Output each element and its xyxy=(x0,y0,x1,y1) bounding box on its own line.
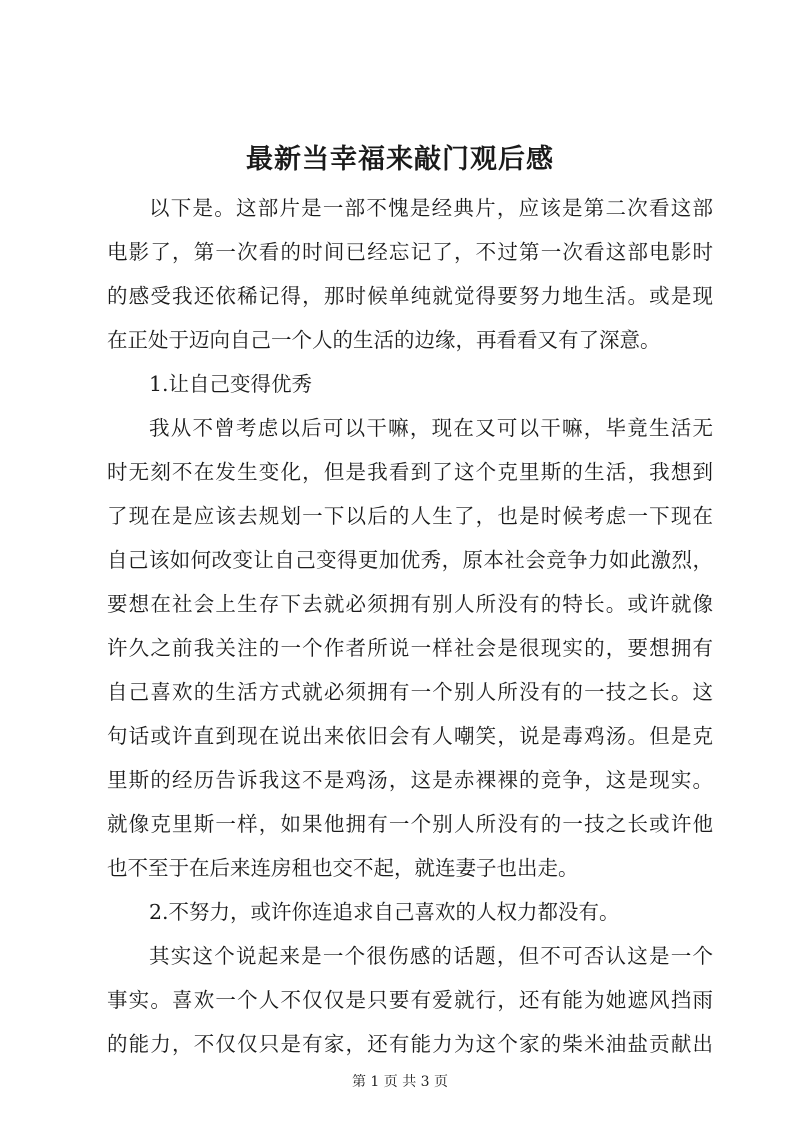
page-number-footer: 第 1 页 共 3 页 xyxy=(351,1074,449,1090)
text-line: 句话或许直到现在说出来依旧会有人嘲笑，说是毒鸡汤。但是克 xyxy=(107,724,713,748)
text-line: 自己喜欢的生活方式就必须拥有一个别人所没有的一技之长。这 xyxy=(107,680,713,704)
text-line: 许久之前我关注的一个作者所说一样社会是很现实的，要想拥有 xyxy=(107,636,713,660)
text-line: 了现在是应该去规划一下以后的人生了，也是时候考虑一下现在 xyxy=(107,504,713,528)
text-line: 以下是。这部片是一部不愧是经典片，应该是第二次看这部 xyxy=(149,196,713,220)
text-line: 也不至于在后来连房租也交不起，就连妻子也出走。 xyxy=(107,856,579,880)
text-line: 时无刻不在发生变化，但是我看到了这个克里斯的生活，我想到 xyxy=(107,460,713,484)
text-line: 在正处于迈向自己一个人的生活的边缘，再看看又有了深意。 xyxy=(107,328,661,352)
text-line: 2.不努力，或许你连追求自己喜欢的人权力都没有。 xyxy=(149,900,620,924)
text-line: 里斯的经历告诉我这不是鸡汤，这是赤裸裸的竞争，这是现实。 xyxy=(107,768,713,792)
text-line: 的能力，不仅仅只是有家，还有能力为这个家的柴米油盐贡献出 xyxy=(107,1032,713,1056)
text-line: 就像克里斯一样，如果他拥有一个别人所没有的一技之长或许他 xyxy=(107,812,713,836)
text-line: 1.让自己变得优秀 xyxy=(149,372,313,396)
text-line: 自己该如何改变让自己变得更加优秀，原本社会竞争力如此激烈， xyxy=(107,548,713,572)
text-line: 我从不曾考虑以后可以干嘛，现在又可以干嘛，毕竟生活无 xyxy=(149,416,713,440)
document-title: 最新当幸福来敲门观后感 xyxy=(246,144,554,175)
document-body xyxy=(107,186,713,1066)
text-line: 事实。喜欢一个人不仅仅是只要有爱就行，还有能为她遮风挡雨 xyxy=(107,988,713,1012)
text-line: 要想在社会上生存下去就必须拥有别人所没有的特长。或许就像 xyxy=(107,592,713,616)
text-line: 电影了，第一次看的时间已经忘记了，不过第一次看这部电影时 xyxy=(107,240,713,264)
text-line: 的感受我还依稀记得，那时候单纯就觉得要努力地生活。或是现 xyxy=(107,284,713,308)
text-line: 其实这个说起来是一个很伤感的话题，但不可否认这是一个 xyxy=(149,944,713,968)
